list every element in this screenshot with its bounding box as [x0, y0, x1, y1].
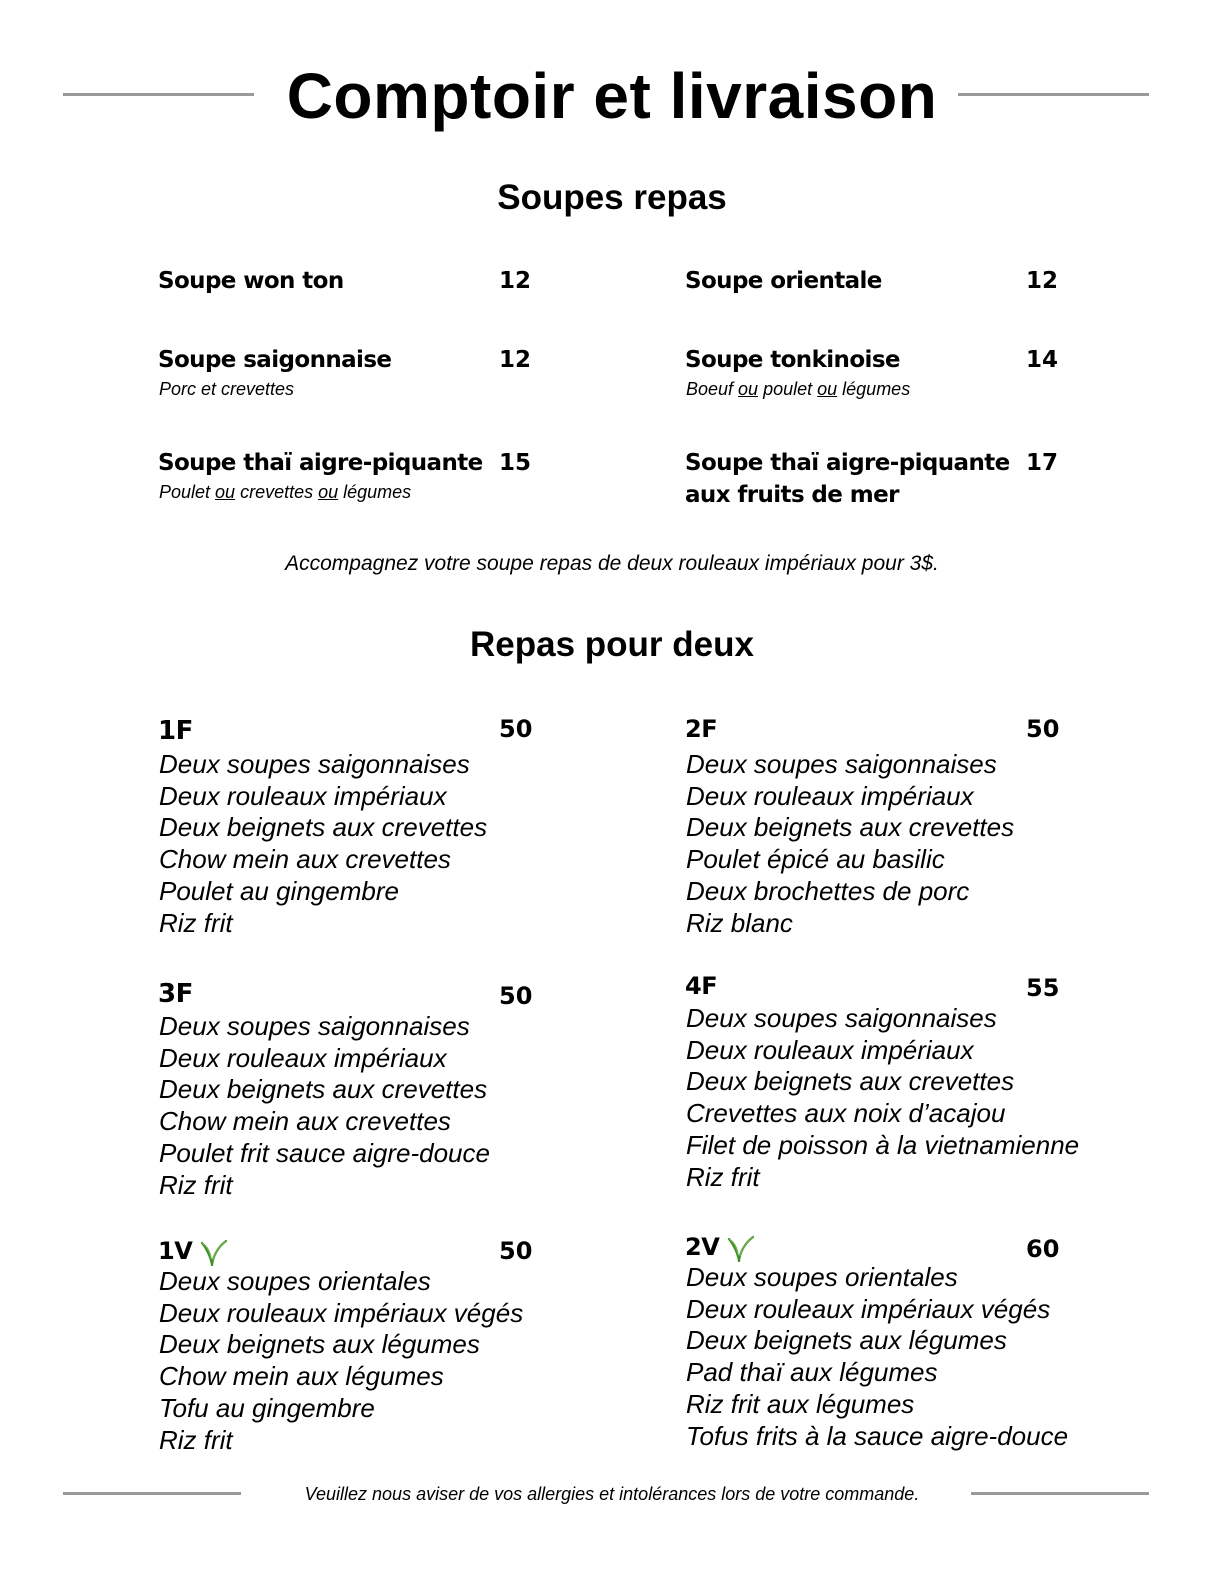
soupe-item-name-line2: aux fruits de mer: [685, 482, 899, 508]
meal-code: 4F: [685, 972, 718, 1000]
meal-line: Deux beignets aux crevettes: [686, 812, 1015, 843]
meal-line: Deux rouleaux impériaux: [159, 1042, 447, 1073]
soupes-section-title: Soupes repas: [497, 178, 727, 217]
meal-line: Riz frit: [159, 1169, 233, 1200]
soupe-item-description: Porc et crevettes: [159, 379, 295, 399]
meal-line: Deux beignets aux crevettes: [159, 812, 488, 843]
meal-line: Crevettes aux noix d’acajou: [686, 1098, 1006, 1129]
meal-code: 3F: [158, 979, 193, 1009]
meal-line: Deux rouleaux impériaux végés: [159, 1297, 524, 1328]
meal-line: Riz frit aux légumes: [686, 1388, 915, 1419]
vegan-leaf-icon: [727, 1232, 755, 1262]
meal-line: Chow mein aux crevettes: [159, 1106, 451, 1137]
soupe-item-price: 17: [1026, 450, 1059, 476]
soupe-item-price: 12: [1026, 268, 1059, 294]
soupe-item-description: Boeuf ou poulet ou légumes: [686, 379, 911, 399]
meal-line: Riz frit: [686, 1161, 760, 1192]
meal-price: 55: [1026, 974, 1060, 1002]
meal-line: Deux beignets aux crevettes: [686, 1066, 1015, 1097]
soupe-item-description: Poulet ou crevettes ou légumes: [159, 482, 412, 502]
meal-contents: [159, 1266, 523, 1456]
meal-line: Riz blanc: [686, 907, 793, 938]
meal-line: Poulet épicé au basilic: [686, 844, 945, 875]
soupe-item-price: 14: [1026, 347, 1059, 373]
meal-contents: [686, 1262, 1068, 1452]
meal-line: Deux soupes saigonnaises: [686, 1003, 997, 1033]
repas-section-title: Repas pour deux: [470, 625, 754, 664]
soupe-item-name: Soupe saigonnaise: [158, 347, 392, 373]
meal-line: Deux rouleaux impériaux: [159, 780, 447, 811]
soupe-item-name: Soupe orientale: [685, 268, 882, 294]
meal-line: Deux rouleaux impériaux végés: [686, 1293, 1051, 1324]
meal-code-row: [685, 1232, 755, 1262]
allergy-note: Veuillez nous aviser de vos allergies et intolérances lors de votre commande.: [304, 1484, 920, 1504]
meal-line: Deux soupes saigonnaises: [159, 749, 470, 779]
meal-contents: [686, 749, 1014, 939]
meal-code: 1F: [158, 716, 193, 746]
meal-line: Chow mein aux légumes: [159, 1361, 444, 1392]
meal-line: Deux soupes saigonnaises: [686, 749, 997, 779]
vegan-leaf-icon: [200, 1236, 228, 1266]
meal-code: 2V: [685, 1233, 720, 1261]
meal-code: 2F: [685, 715, 718, 743]
meal-line: Deux beignets aux crevettes: [159, 1074, 488, 1105]
title-rule-right: [958, 93, 1149, 96]
meal-contents: [159, 749, 487, 939]
meal-line: Deux soupes orientales: [686, 1262, 958, 1292]
meal-line: Poulet au gingembre: [159, 875, 399, 906]
meal-price: 50: [499, 715, 533, 743]
meal-line: Deux beignets aux légumes: [159, 1329, 480, 1360]
meal-code: 1V: [158, 1237, 193, 1265]
meal-line: Deux rouleaux impériaux: [686, 1034, 974, 1065]
meal-line: Riz frit: [159, 907, 233, 938]
page-title: Comptoir et livraison: [286, 60, 938, 132]
soupe-item-price: 15: [499, 450, 532, 476]
meal-line: Tofu au gingembre: [159, 1392, 375, 1423]
soupe-item-price: 12: [499, 268, 532, 294]
meal-contents: [159, 1011, 490, 1201]
meal-price: 50: [499, 982, 533, 1010]
soupe-item-name: Soupe tonkinoise: [685, 347, 900, 373]
meal-price: 50: [499, 1237, 533, 1265]
soupe-note: Accompagnez votre soupe repas de deux rouleaux impériaux pour 3$.: [285, 552, 939, 575]
meal-line: Pad thaï aux légumes: [686, 1357, 938, 1388]
soupe-item-name: Soupe thaï aigre-piquante: [685, 450, 1010, 476]
meal-line: Poulet frit sauce aigre-douce: [159, 1137, 490, 1168]
meal-price: 50: [1026, 715, 1060, 743]
meal-contents: [686, 1003, 1079, 1193]
meal-line: Deux soupes orientales: [159, 1266, 431, 1296]
meal-code-row: [158, 1236, 228, 1266]
meal-line: Deux rouleaux impériaux: [686, 780, 974, 811]
meal-line: Riz frit: [159, 1424, 233, 1455]
meal-line: Deux beignets aux légumes: [686, 1325, 1007, 1356]
soupe-item-name: Soupe won ton: [158, 268, 344, 294]
footer-rule-right: [971, 1492, 1149, 1495]
soupe-item-name: Soupe thaï aigre-piquante: [158, 450, 483, 476]
meal-price: 60: [1026, 1235, 1060, 1263]
meal-line: Chow mein aux crevettes: [159, 844, 451, 875]
soupe-item-price: 12: [499, 347, 532, 373]
meal-line: Deux soupes saigonnaises: [159, 1011, 470, 1041]
meal-line: Tofus frits à la sauce aigre-douce: [686, 1420, 1069, 1451]
meal-line: Deux brochettes de porc: [686, 875, 970, 906]
meal-line: Filet de poisson à la vietnamienne: [686, 1129, 1080, 1160]
